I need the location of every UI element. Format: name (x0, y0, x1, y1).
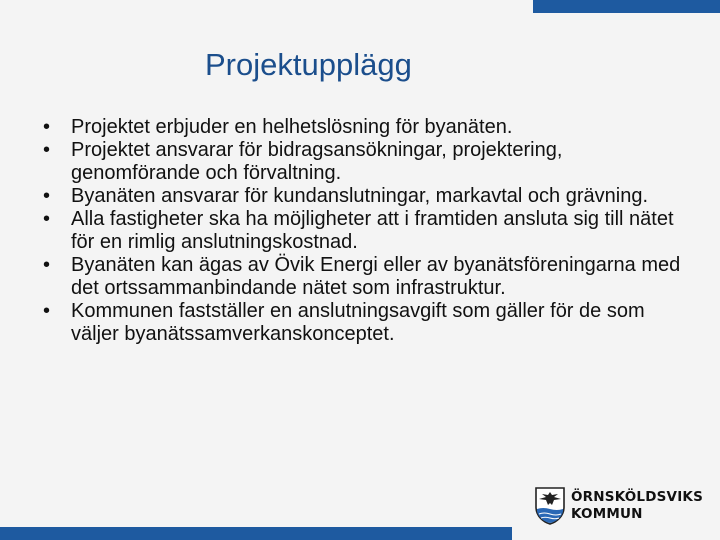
bullet-item (30, 254, 690, 300)
bullet-dot: • (43, 116, 51, 138)
bullet-dot: • (43, 300, 51, 322)
top-accent-bar (533, 0, 720, 13)
bullet-text: Byanäten kan ägas av Övik Energi eller av byanätsföreningarna med det ortssammanbindande nätet som infrastruktur. (71, 254, 681, 299)
bullet-dot: • (43, 139, 51, 161)
bullet-item (30, 139, 690, 185)
bottom-accent-bar (0, 527, 512, 540)
coat-of-arms-icon (535, 487, 565, 525)
bullet-text: Byanäten ansvarar för kundanslutningar, markavtal och grävning. (71, 185, 649, 207)
slide-title: Projektupplägg (205, 47, 412, 82)
bullet-text: Alla fastigheter ska ha möjligheter att i framtiden ansluta sig till nätet för en rimlig anslutningskostnad. (71, 208, 674, 253)
bullet-item (30, 116, 690, 139)
logo-wordmark (571, 489, 703, 523)
bullet-item (30, 208, 690, 254)
bullet-text: Projektet erbjuder en helhetslösning för byanäten. (71, 116, 513, 138)
municipality-logo (535, 487, 704, 527)
logo-line-1: ÖRNSKÖLDSVIKS (571, 489, 704, 505)
bullet-text: Kommunen fastställer en anslutningsavgift som gäller för de som väljer byanätssamverkanskonceptet. (71, 300, 645, 345)
bullet-dot: • (43, 254, 51, 276)
logo-line-2: KOMMUN (571, 506, 643, 522)
bullet-item (30, 185, 690, 208)
bullet-dot: • (43, 185, 51, 207)
bullet-list (30, 116, 690, 346)
bullet-text: Projektet ansvarar för bidragsansökningar, projektering, genomförande och förvaltning. (71, 139, 563, 184)
bullet-item (30, 300, 690, 346)
bullet-dot: • (43, 208, 51, 230)
